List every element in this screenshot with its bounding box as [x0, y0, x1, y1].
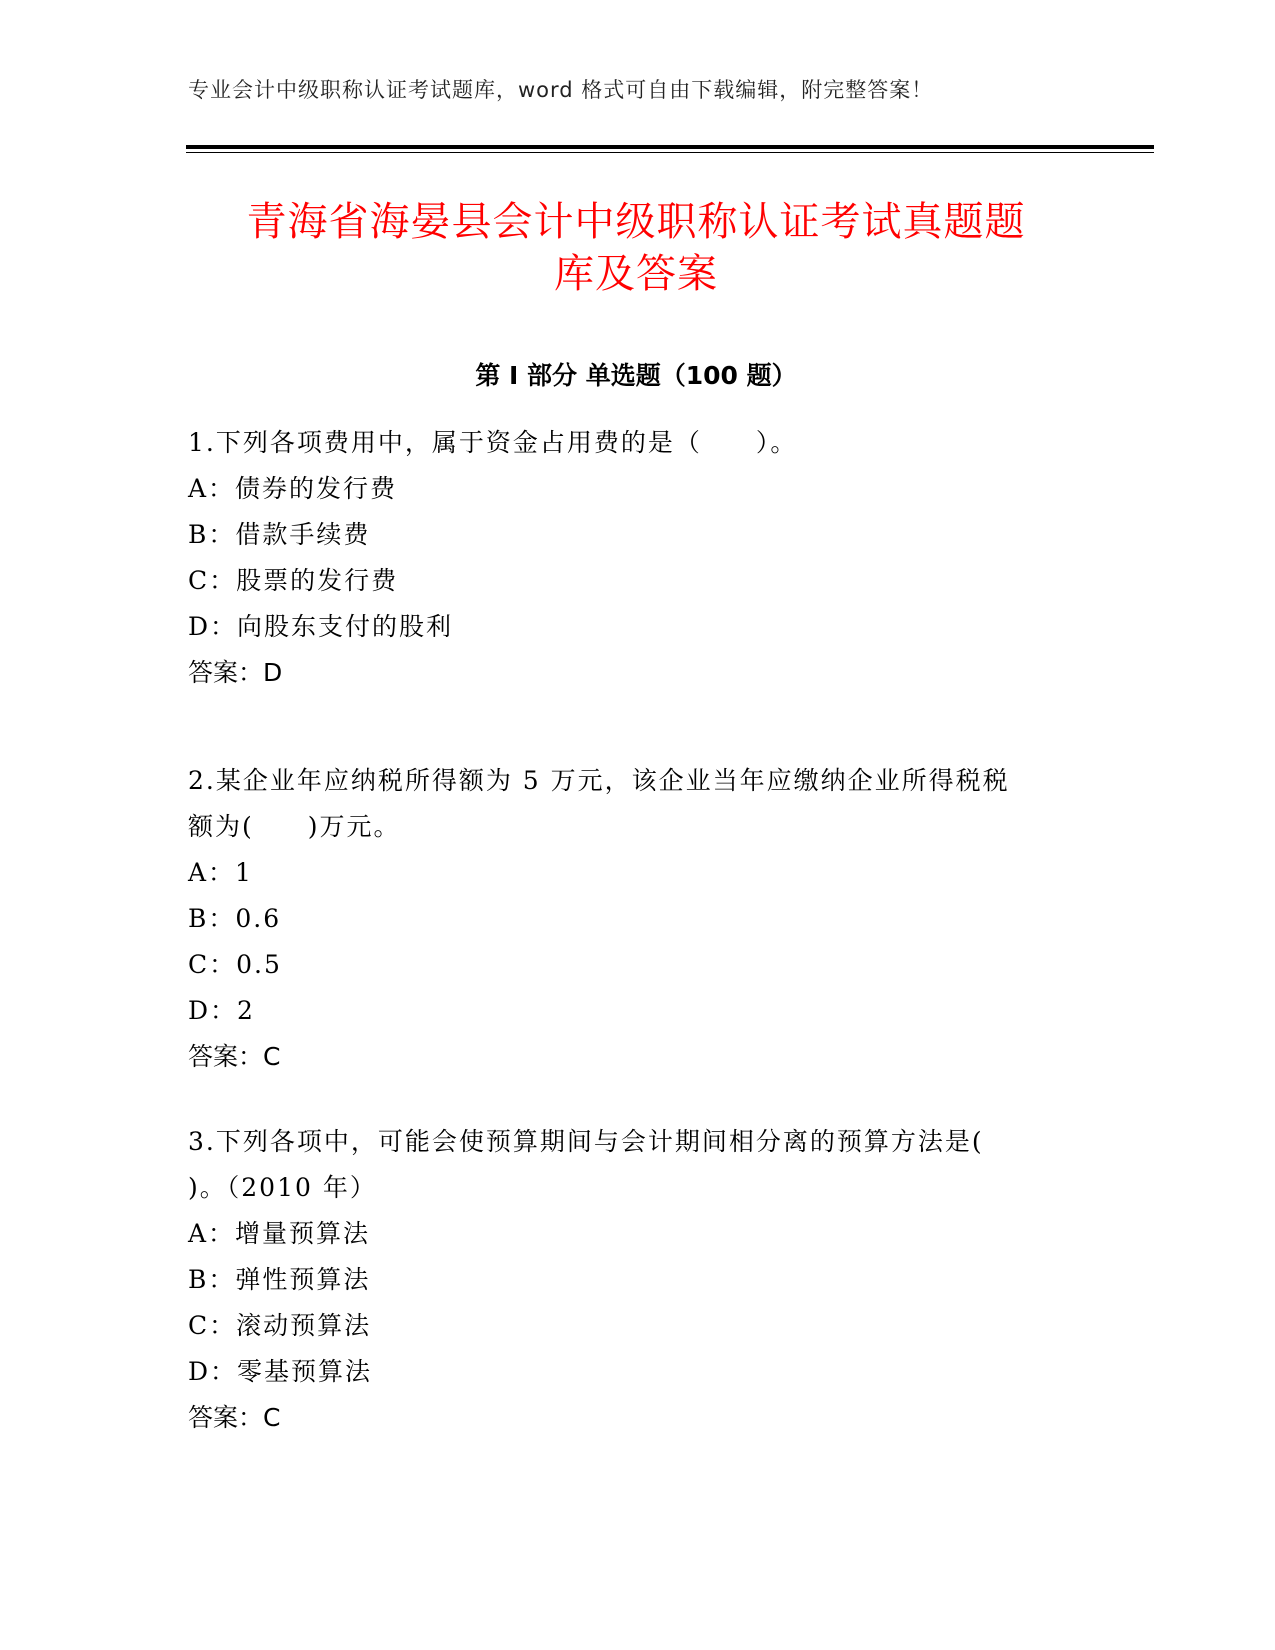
option-d: D：零基预算法 [188, 1357, 373, 1386]
header-note: 专业会计中级职称认证考试题库，word 格式可自由下载编辑，附完整答案！ [188, 78, 934, 102]
question-stem-line-1: 3.下列各项中，可能会使预算期间与会计期间相分离的预算方法是( [188, 1127, 984, 1156]
header-rule-thin [186, 152, 1154, 153]
question-stem: 1.下列各项费用中，属于资金占用费的是（ ）。 [188, 428, 798, 457]
option-b: B：弹性预算法 [188, 1265, 371, 1294]
option-c: C：股票的发行费 [188, 566, 399, 595]
question-stem-line-2: )。（2010 年） [188, 1173, 377, 1202]
option-d: D：向股东支付的股利 [188, 612, 454, 641]
option-a: A：1 [188, 858, 253, 887]
question-stem-line-1: 2.某企业年应纳税所得额为 5 万元，该企业当年应缴纳企业所得税税 [188, 766, 1010, 795]
option-a: A：增量预算法 [188, 1219, 371, 1248]
option-d: D：2 [188, 996, 255, 1025]
option-c: C：0.5 [188, 950, 282, 979]
header-rule-thick [186, 145, 1154, 149]
question-3 [188, 1119, 1088, 1441]
title-line-1: 青海省海晏县会计中级职称认证考试真题题 [246, 199, 1026, 245]
question-1 [188, 420, 1088, 696]
answer: 答案：D [188, 658, 283, 687]
document-title [186, 196, 1086, 300]
option-b: B：0.6 [188, 904, 282, 933]
section-heading: 第 I 部分 单选题（100 题） [475, 361, 797, 390]
option-b: B：借款手续费 [188, 520, 371, 549]
question-2 [188, 758, 1088, 1080]
option-c: C：滚动预算法 [188, 1311, 372, 1340]
title-line-2: 库及答案 [554, 251, 718, 297]
question-stem-line-2: 额为( )万元。 [188, 812, 401, 841]
answer: 答案：C [188, 1403, 281, 1432]
option-a: A：债券的发行费 [188, 474, 398, 503]
answer: 答案：C [188, 1042, 281, 1071]
